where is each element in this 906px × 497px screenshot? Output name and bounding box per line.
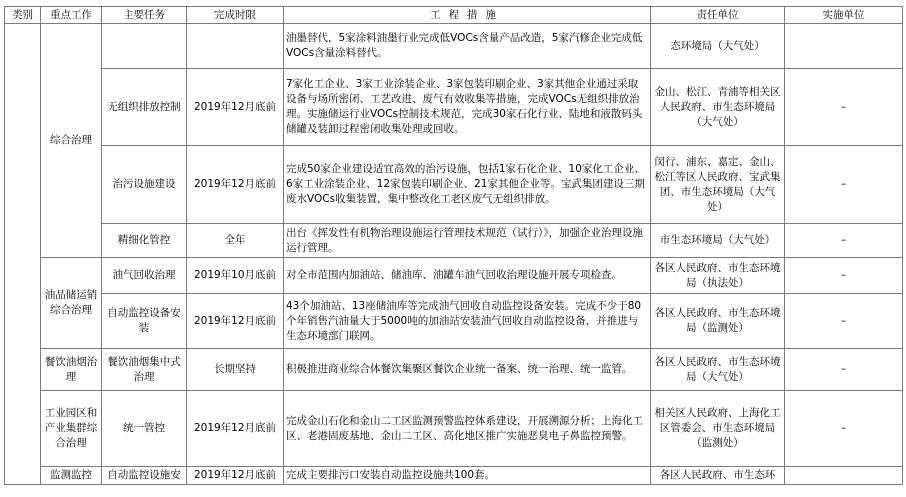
measures-cell: 积极推进商业综合体餐饮集聚区餐饮企业统一备案、统一治理、统一监管。: [284, 349, 651, 391]
measures-cell: 完成50家企业建设适宜高效的治污设施，包括1家石化企业、10家化工企业、6家工业涂装企业、12家包装印刷企业、21家其他企业等。宝武集团建设三期废水VOCs收集装置，集中整改化工老区废气无组织排放。: [284, 146, 651, 224]
responsible-cell: 市生态环境局（大气处）: [651, 224, 785, 258]
deadline-cell: [187, 24, 284, 69]
emissions-measures-table: [4, 6, 903, 485]
implementer-cell: –: [785, 69, 903, 146]
deadline-cell: 2019年12月底前: [187, 146, 284, 224]
table-row: [5, 294, 903, 349]
implementer-cell: –: [785, 294, 903, 349]
implementer-cell: –: [785, 391, 903, 467]
table-row: [5, 224, 903, 258]
table-row: [5, 467, 903, 485]
responsible-cell: 金山、松江、青浦等相关区人民政府、市生态环境局（大气处）: [651, 69, 785, 146]
responsible-cell: 各区人民政府、市生态环: [651, 467, 785, 485]
task-cell: [102, 24, 187, 69]
header-responsible: 责任单位: [651, 7, 785, 24]
responsible-cell: 相关区人民政府、上海化工区管委会、市生态环境局（监测处）: [651, 391, 785, 467]
key-work-cell: 综合治理: [41, 24, 102, 258]
deadline-cell: 2019年12月底前: [187, 294, 284, 349]
responsible-cell: 闵行、浦东、嘉定、金山、松江等区人民政府、宝武集团、市生态环境局（大气处）: [651, 146, 785, 224]
header-category: 类别: [5, 7, 41, 24]
table-row: [5, 24, 903, 69]
task-cell: 油气回收治理: [102, 258, 187, 294]
implementer-cell: –: [785, 349, 903, 391]
responsible-cell: 态环境局（大气处）: [651, 24, 785, 69]
implementer-cell: [785, 467, 903, 485]
deadline-cell: 2019年10月底前: [187, 258, 284, 294]
responsible-cell: 各区人民政府、市生态环境局（大气处）: [651, 349, 785, 391]
key-work-cell: 工业园区和产业集群综合治理: [41, 391, 102, 467]
header-row: [5, 7, 903, 24]
measures-cell: 对全市范围内加油站、储油库、油罐车油气回收治理设施开展专项检查。: [284, 258, 651, 294]
deadline-cell: 长期坚持: [187, 349, 284, 391]
key-work-cell: 餐饮油烟治理: [41, 349, 102, 391]
header-measures: 工程措施: [284, 7, 651, 24]
table-row: [5, 69, 903, 146]
task-cell: 自动监控设施安: [102, 467, 187, 485]
task-cell: 精细化管控: [102, 224, 187, 258]
responsible-cell: 各区人民政府、市生态环境局（执法处）: [651, 258, 785, 294]
implementer-cell: –: [785, 258, 903, 294]
category-cell: [5, 24, 41, 485]
table-row: [5, 258, 903, 294]
measures-cell: 完成金山石化和金山二工区监测预警监控体系建设，开展溯源分析；上海化工区、老港固废基地、金山二工区、高化地区推广实施恶臭电子鼻监控预警。: [284, 391, 651, 467]
key-work-cell: 监测监控: [41, 467, 102, 485]
deadline-cell: 2019年12月底前: [187, 69, 284, 146]
deadline-cell: 2019年12月底前: [187, 467, 284, 485]
task-cell: 无组织排放控制: [102, 69, 187, 146]
header-main-task: 主要任务: [102, 7, 187, 24]
header-deadline: 完成时限: [187, 7, 284, 24]
table-row: [5, 146, 903, 224]
measures-cell: 油墨替代，5家涂料油墨行业完成低VOCs含量产品改造，5家汽修企业完成低VOCs含量涂料替代。: [284, 24, 651, 69]
task-cell: 自动监控设备安装: [102, 294, 187, 349]
table-row: [5, 349, 903, 391]
deadline-cell: 2019年12月底前: [187, 391, 284, 467]
task-cell: 统一管控: [102, 391, 187, 467]
responsible-cell: 各区人民政府、市生态环境局（监测处）: [651, 294, 785, 349]
task-cell: 治污设施建设: [102, 146, 187, 224]
measures-cell: 43个加油站、13座储油库等完成油气回收自动监控设备安装。完成不少于80个年销售汽油量大于5000吨的加油站安装油气回收自动监控设备，并推进与生态环境部门联网。: [284, 294, 651, 349]
implementer-cell: –: [785, 146, 903, 224]
table-row: [5, 391, 903, 467]
header-implementer: 实施单位: [785, 7, 903, 24]
task-cell: 餐饮油烟集中式治理: [102, 349, 187, 391]
measures-cell: 完成主要排污口安装自动监控设施共100套。: [284, 467, 651, 485]
header-key-work: 重点工作: [41, 7, 102, 24]
measures-cell: 出台《挥发性有机物治理设施运行管理技术规范（试行）》，加强企业治理设施运行管理。: [284, 224, 651, 258]
measures-cell: 7家化工企业、3家工业涂装企业、3家包装印刷企业、3家其他企业通过采取设备与场所密闭、工艺改进、废气有效收集等措施，完成VOCs无组织排放治理。实施储运行业VOCs控制技术规范，完成30家石化行业、陆地和液散码头储罐及装卸过程密闭收集处理或回收。: [284, 69, 651, 146]
implementer-cell: –: [785, 224, 903, 258]
deadline-cell: 全年: [187, 224, 284, 258]
key-work-cell: 油品储运销综合治理: [41, 258, 102, 349]
implementer-cell: [785, 24, 903, 69]
